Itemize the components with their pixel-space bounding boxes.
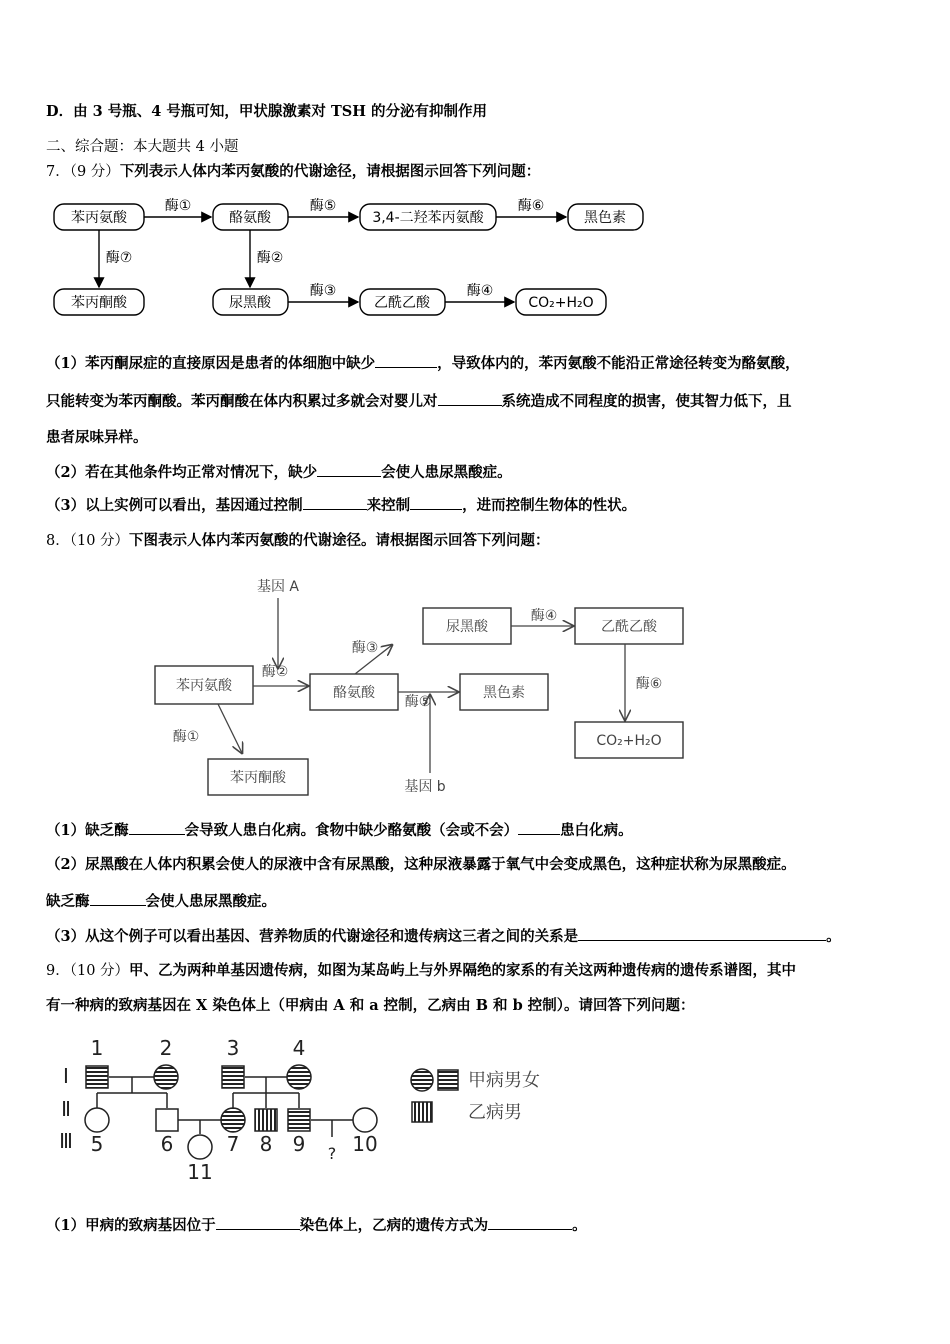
q7-metabolic-pathway-diagram: [46, 192, 656, 324]
answer-blank[interactable]: [317, 462, 381, 477]
q9-text: 甲、乙为两种单基因遗传病，如图为某岛屿上与外界隔绝的家系的有关这两种遗传病的遗传系谱图，其中: [129, 962, 797, 979]
q8-metabolic-pathway-diagram: [150, 573, 700, 803]
d1-label-dopa: 3,4-二羟苯丙氨酸: [372, 210, 484, 226]
q9-number: 9．（10 分）: [46, 963, 130, 979]
ped-1-affected-male-a: [86, 1066, 108, 1088]
legend-label-a: 甲病男女: [468, 1070, 540, 1091]
option-d: D．由 3 号瓶、4 号瓶可知，甲状腺激素对 TSH 的分泌有抑制作用: [46, 103, 487, 120]
d2-enzyme-5: 酶⑤: [404, 694, 432, 710]
q7-part1-line2: 只能转变为苯丙酮酸。苯丙酮酸在体内积累过多就会对婴儿对 系统造成不同程度的损害，使其智力低下，且: [46, 393, 792, 410]
q7-part1-line3: 患者尿味异样。: [46, 429, 148, 446]
ped-unknown: ?: [327, 1144, 337, 1163]
d1-label-mel: 黑色素: [584, 210, 626, 226]
ped-id-11: 11: [187, 1160, 213, 1184]
ped-id-5: 5: [90, 1132, 104, 1156]
answer-blank[interactable]: [375, 353, 437, 368]
d2-enzyme-2: 酶②: [261, 664, 289, 680]
ped-id-10: 10: [352, 1132, 378, 1156]
ped-id-3: 3: [226, 1036, 240, 1060]
legend-affected-male-b: [412, 1102, 432, 1122]
q7-stem: [46, 162, 540, 182]
q8-text: 下图表示人体内苯丙氨酸的代谢途径。请根据图示回答下列问题：: [129, 532, 550, 549]
d1-enzyme-5: 酶⑤: [309, 198, 337, 214]
d2-enzyme-1: 酶①: [172, 729, 200, 745]
ped-9-affected-male-a: [288, 1109, 310, 1131]
q7-part3: （3）以上实例可以看出，基因通过控制 来控制 ，进而控制生物体的性状。: [46, 497, 637, 514]
ped-10-normal-female: [353, 1108, 377, 1132]
d1-label-tyr: 酪氨酸: [229, 210, 271, 226]
answer-blank[interactable]: [410, 495, 462, 510]
legend-affected-male-a: [438, 1070, 458, 1090]
q9-pedigree-chart: [50, 1035, 580, 1185]
d1-enzyme-4: 酶④: [466, 283, 494, 299]
ped-2-affected-female-a: [154, 1065, 178, 1089]
ped-id-2: 2: [159, 1036, 173, 1060]
legend-label-b: 乙病男: [468, 1102, 522, 1123]
ped-4-affected-female-a: [287, 1065, 311, 1089]
ped-3-affected-male-a: [222, 1066, 244, 1088]
d2-enzyme-4: 酶④: [530, 608, 558, 624]
ped-id-8: 8: [259, 1132, 273, 1156]
d1-label-co2: CO₂+H₂O: [528, 295, 594, 311]
ped-id-1: 1: [90, 1036, 104, 1060]
q7-number: 7．（9 分）: [46, 164, 120, 180]
legend-affected-female-a: [411, 1069, 433, 1091]
ped-id-9: 9: [292, 1132, 306, 1156]
d2-gene-b: 基因 b: [404, 779, 446, 795]
ped-6-normal-male: [156, 1109, 178, 1131]
q7-text: 下列表示人体内苯丙氨酸的代谢途径，请根据图示回答下列问题：: [119, 163, 541, 180]
answer-blank[interactable]: [518, 820, 560, 835]
ped-8-affected-male-b: [255, 1109, 277, 1131]
ped-gen-3: Ⅲ: [59, 1129, 73, 1153]
d2-label-maa: 乙酰乙酸: [601, 619, 657, 635]
ped-gen-1: Ⅰ: [63, 1064, 69, 1088]
ped-7-affected-female-a: [221, 1108, 245, 1132]
ped-id-7: 7: [226, 1132, 240, 1156]
ped-11-normal-female: [188, 1135, 212, 1159]
q9-stem-line2: 有一种病的致病基因在 X 染色体上（甲病由 A 和 a 控制，乙病由 B 和 b 控制）。请回答下列问题：: [46, 997, 695, 1014]
q8-part2-line1: （2）尿黑酸在人体内积累会使人的尿液中含有尿黑酸，这种尿液暴露于氧气中会变成黑色，这种症状称为尿黑酸症。: [46, 856, 796, 873]
d2-label-hga: 尿黑酸: [446, 619, 488, 635]
ped-id-4: 4: [292, 1036, 306, 1060]
q8-part2-line2: 缺乏酶 会使人患尿黑酸症。: [46, 893, 276, 910]
d2-label-tyr: 酪氨酸: [333, 685, 375, 701]
q7-part1-line1: （1）苯丙酮尿症的直接原因是患者的体细胞中缺少 ，导致体内的，苯丙氨酸不能沿正常途径转变为酪氨酸，: [46, 355, 800, 372]
d1-label-hga: 尿黑酸: [229, 295, 271, 311]
d1-label-ppa: 苯丙酮酸: [71, 295, 127, 311]
d2-enzyme-6: 酶⑥: [635, 676, 663, 692]
q9-part1: （1）甲病的致病基因位于 染色体上，乙病的遗传方式为 。: [46, 1217, 587, 1234]
answer-blank[interactable]: [303, 495, 367, 510]
d2-label-co2: CO₂+H₂O: [596, 733, 662, 749]
d2-enzyme-3: 酶③: [351, 640, 379, 656]
answer-blank[interactable]: [216, 1215, 300, 1230]
q8-part1: （1）缺乏酶 会导致人患白化病。食物中缺少酪氨酸（会或不会） 患白化病。: [46, 822, 633, 839]
ped-gen-2: Ⅱ: [61, 1097, 71, 1121]
q8-part3: （3）从这个例子可以看出基因、营养物质的代谢途径和遗传病这三者之间的关系是 。: [46, 928, 841, 945]
d2-arrow-e1: [218, 704, 242, 753]
d1-enzyme-2: 酶②: [256, 250, 284, 266]
d1-enzyme-7: 酶⑦: [105, 250, 133, 266]
answer-blank[interactable]: [578, 926, 826, 941]
q8-stem: [46, 531, 550, 551]
d2-label-ppa: 苯丙酮酸: [230, 770, 286, 786]
q8-number: 8．（10 分）: [46, 533, 130, 549]
q9-stem-line1: [46, 961, 796, 981]
d1-label-phe: 苯丙氨酸: [71, 210, 127, 226]
answer-blank[interactable]: [488, 1215, 572, 1230]
d1-enzyme-6: 酶⑥: [517, 198, 545, 214]
ped-id-6: 6: [160, 1132, 174, 1156]
d1-label-maa: 乙酰乙酸: [374, 295, 430, 311]
ped-5-normal-female: [85, 1108, 109, 1132]
d1-enzyme-3: 酶③: [309, 283, 337, 299]
answer-blank[interactable]: [129, 820, 185, 835]
d2-label-mel: 黑色素: [483, 685, 525, 701]
answer-blank[interactable]: [90, 891, 146, 906]
d2-gene-a: 基因 A: [256, 579, 300, 595]
d1-enzyme-1: 酶①: [164, 198, 192, 214]
answer-blank[interactable]: [438, 391, 502, 406]
q7-part2: （2）若在其他条件均正常对情况下，缺少 会使人患尿黑酸症。: [46, 464, 512, 481]
d2-label-phe: 苯丙氨酸: [176, 678, 232, 694]
section-header: 二、综合题：本大题共 4 小题: [46, 139, 239, 155]
